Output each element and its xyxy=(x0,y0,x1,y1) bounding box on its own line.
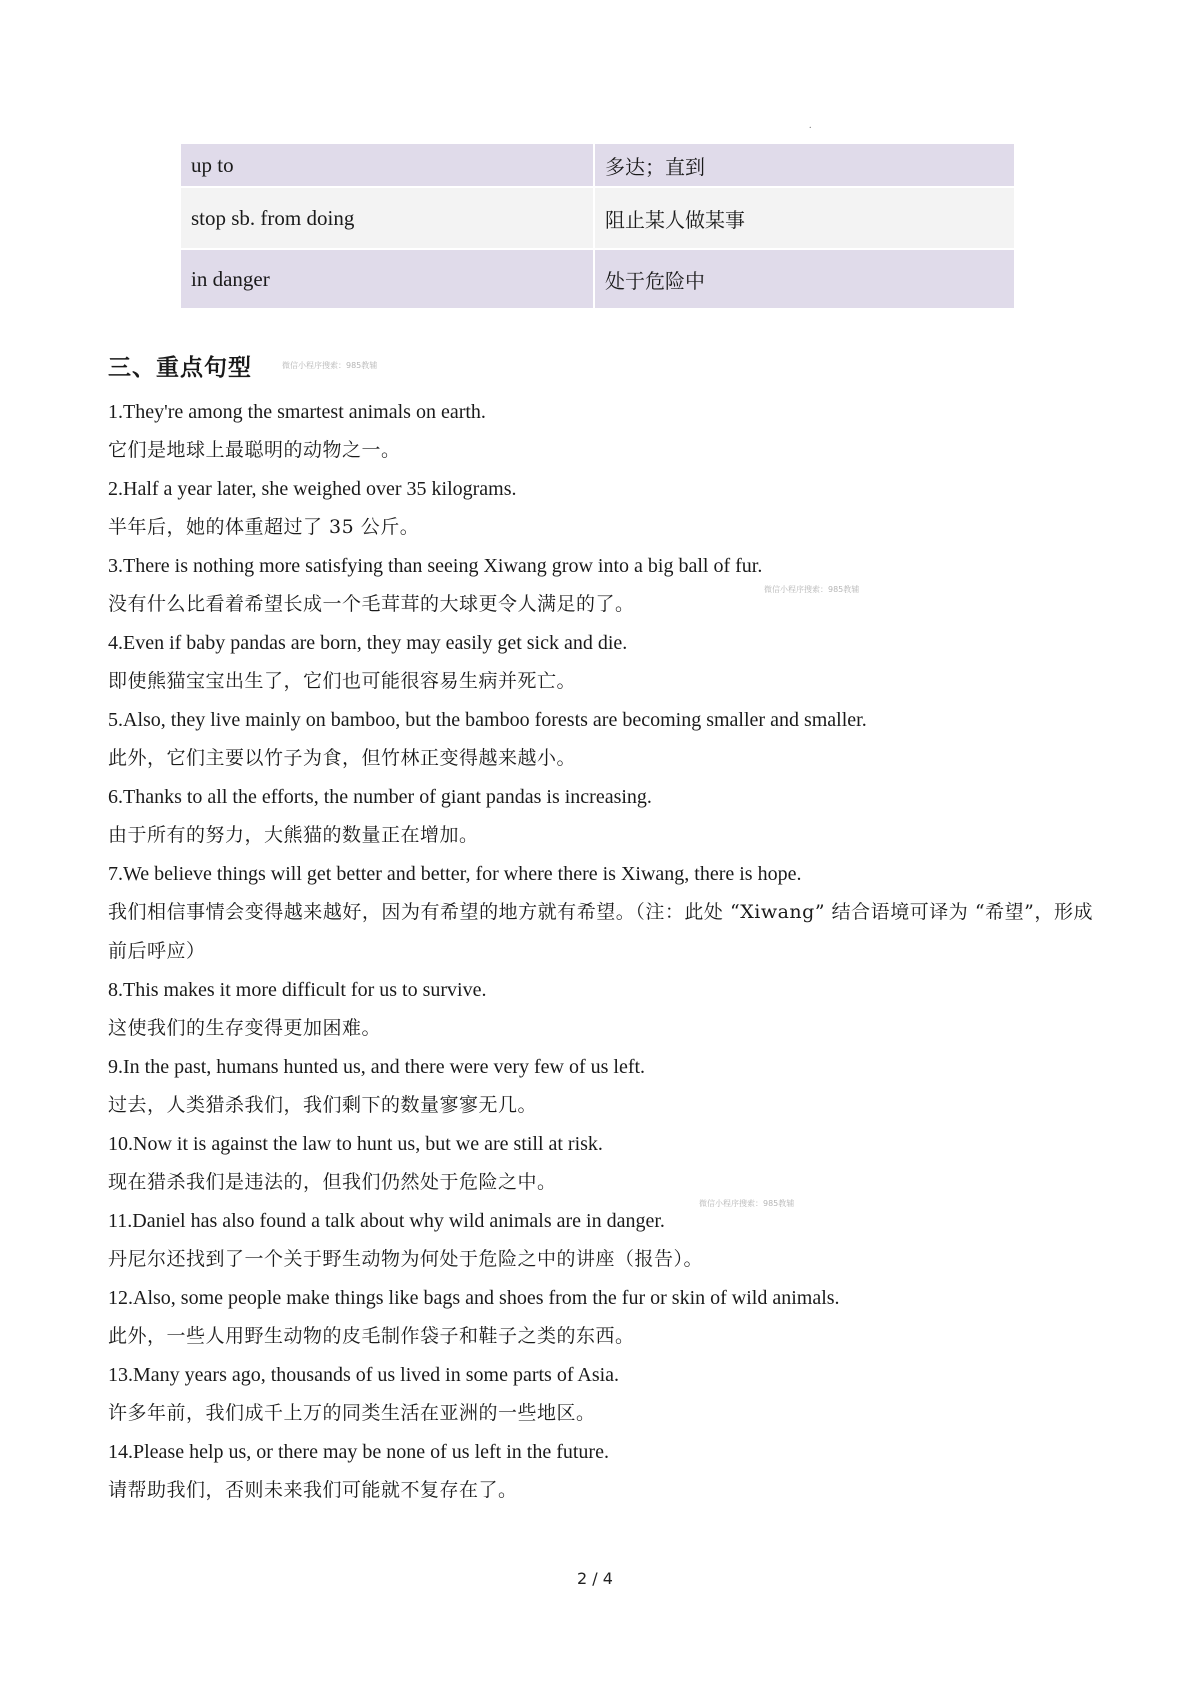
phrase-zh: 处于危险中 xyxy=(595,250,1016,310)
page-number: 2 / 4 xyxy=(577,1569,613,1588)
key-sentences-list xyxy=(108,393,1093,1510)
sentence-zh: 它们是地球上最聪明的动物之一。 xyxy=(108,439,401,461)
list-item xyxy=(108,855,1093,971)
sentence-zh: 由于所有的努力，大熊猫的数量正在增加。 xyxy=(108,824,479,846)
sentence-en: 13.Many years ago, thousands of us lived in some parts of Asia. xyxy=(108,1364,620,1386)
sentence-en: 9.In the past, humans hunted us, and there were very few of us left. xyxy=(108,1056,646,1078)
sentence-zh: 现在猎杀我们是违法的，但我们仍然处于危险之中。 xyxy=(108,1171,557,1193)
list-item xyxy=(108,1356,1093,1433)
sentence-en: 7.We believe things will get better and better, for where there is Xiwang, there is hope. xyxy=(108,863,802,885)
sentence-en: 3.There is nothing more satisfying than seeing Xiwang grow into a big ball of fur. xyxy=(108,555,763,577)
sentence-zh: 丹尼尔还找到了一个关于野生动物为何处于危险之中的讲座（报告）。 xyxy=(108,1248,704,1270)
sentence-zh: 半年后，她的体重超过了 35 公斤。 xyxy=(108,516,420,538)
list-item xyxy=(108,1125,1093,1202)
phrase-zh: 阻止某人做某事 xyxy=(595,188,1016,250)
table-row xyxy=(181,144,1016,188)
sentence-en: 1.They're among the smartest animals on earth. xyxy=(108,401,486,423)
sentence-en: 14.Please help us, or there may be none of us left in the future. xyxy=(108,1441,609,1463)
sentence-zh: 没有什么比看着希望长成一个毛茸茸的大球更令人满足的了。 xyxy=(108,593,635,615)
watermark: 微信小程序搜索：985教辅 xyxy=(282,361,378,370)
sentence-en: 12.Also, some people make things like bags and shoes from the fur or skin of wild animals. xyxy=(108,1287,840,1309)
table-row xyxy=(181,188,1016,250)
sentence-zh: 许多年前，我们成千上万的同类生活在亚洲的一些地区。 xyxy=(108,1402,596,1424)
sentence-en: 11.Daniel has also found a talk about why wild animals are in danger. xyxy=(108,1210,665,1232)
list-item xyxy=(108,778,1093,855)
sentence-en: 2.Half a year later, she weighed over 35 kilograms. xyxy=(108,478,517,500)
list-item xyxy=(108,1433,1093,1510)
list-item xyxy=(108,1202,1093,1279)
sentence-en: 8.This makes it more difficult for us to survive. xyxy=(108,979,487,1001)
sentence-en: 4.Even if baby pandas are born, they may easily get sick and die. xyxy=(108,632,628,654)
phrase-zh: 多达；直到 xyxy=(595,144,1016,188)
stray-dot: . xyxy=(809,120,812,131)
sentence-zh: 此外，一些人用野生动物的皮毛制作袋子和鞋子之类的东西。 xyxy=(108,1325,635,1347)
list-item xyxy=(108,547,1093,624)
sentence-en: 10.Now it is against the law to hunt us, but we are still at risk. xyxy=(108,1133,603,1155)
phrase-en: stop sb. from doing xyxy=(181,188,595,250)
sentence-zh: 过去，人类猎杀我们，我们剩下的数量寥寥无几。 xyxy=(108,1094,538,1116)
list-item xyxy=(108,701,1093,778)
vocab-table xyxy=(181,144,1016,310)
list-item xyxy=(108,1048,1093,1125)
sentence-en: 6.Thanks to all the efforts, the number of giant pandas is increasing. xyxy=(108,786,652,808)
sentence-zh: 这使我们的生存变得更加困难。 xyxy=(108,1017,382,1039)
list-item xyxy=(108,1279,1093,1356)
sentence-zh: 此外，它们主要以竹子为食，但竹林正变得越来越小。 xyxy=(108,747,577,769)
section-heading: 三、重点句型 xyxy=(108,355,252,381)
list-item xyxy=(108,393,1093,470)
list-item xyxy=(108,624,1093,701)
sentence-zh: 我们相信事情会变得越来越好，因为有希望的地方就有希望。（注：此处 “Xiwang” 结合语境可译为 “希望”，形成前后呼应） xyxy=(108,901,1093,962)
list-item xyxy=(108,470,1093,547)
table-row xyxy=(181,250,1016,310)
sentence-zh: 即使熊猫宝宝出生了，它们也可能很容易生病并死亡。 xyxy=(108,670,577,692)
list-item xyxy=(108,971,1093,1048)
phrase-en: in danger xyxy=(181,250,595,310)
watermark: 微信小程序搜索：985教辅 xyxy=(699,1199,795,1208)
sentence-zh: 请帮助我们，否则未来我们可能就不复存在了。 xyxy=(108,1479,518,1501)
sentence-en: 5.Also, they live mainly on bamboo, but the bamboo forests are becoming smaller and smaller. xyxy=(108,709,867,731)
watermark: 微信小程序搜索：985教辅 xyxy=(764,585,860,594)
phrase-en: up to xyxy=(181,144,595,188)
